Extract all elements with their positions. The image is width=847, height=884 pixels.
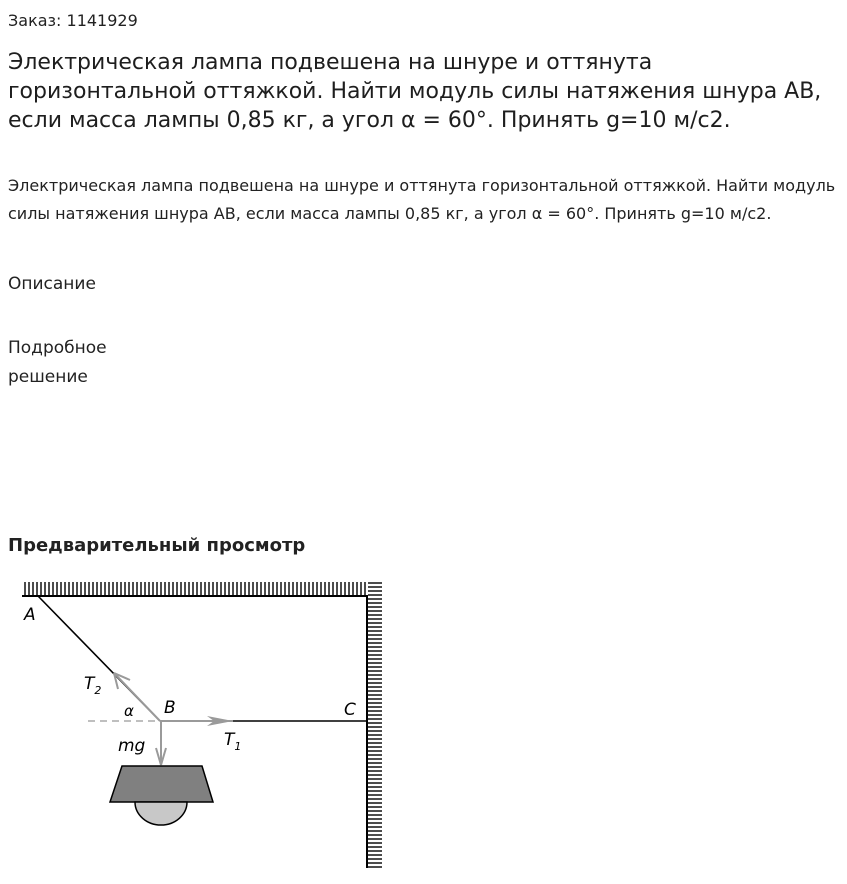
- label-point-a: A: [24, 605, 36, 625]
- label-t2: $T_2$: [84, 674, 102, 697]
- wall-hatch: [368, 582, 382, 868]
- ceiling-hatch: [22, 582, 368, 595]
- description-label: Описание: [8, 274, 96, 294]
- label-point-b: B: [164, 698, 176, 718]
- label-mg: mg: [118, 736, 146, 756]
- t2-vector: [114, 673, 160, 721]
- physics-diagram: [0, 570, 400, 880]
- task-heading: Электрическая лампа подвешена на шнуре и оттянута горизонтальной оттяжкой. Найти модуль силы натяжения шнура AB, если масса лампы 0,85 кг, а угол α = 60°. Принять g=10 м/с2.: [8, 50, 822, 133]
- preview-heading: Предварительный просмотр: [8, 535, 306, 556]
- label-t1: $T_1$: [224, 730, 242, 753]
- task-text: Электрическая лампа подвешена на шнуре и оттянута горизонтальной оттяжкой. Найти модуль силы натяжения шнура AB, если масса лампы 0,85 кг, а угол α = 60°. Принять g=10 м/с2.: [8, 176, 836, 223]
- label-point-c: C: [344, 700, 356, 720]
- label-alpha: α: [124, 702, 134, 720]
- lamp-bulb: [135, 802, 187, 825]
- solution-label: Подробное решение: [8, 338, 107, 387]
- lamp-shade: [110, 766, 213, 802]
- order-number: Заказ: 1141929: [8, 11, 138, 30]
